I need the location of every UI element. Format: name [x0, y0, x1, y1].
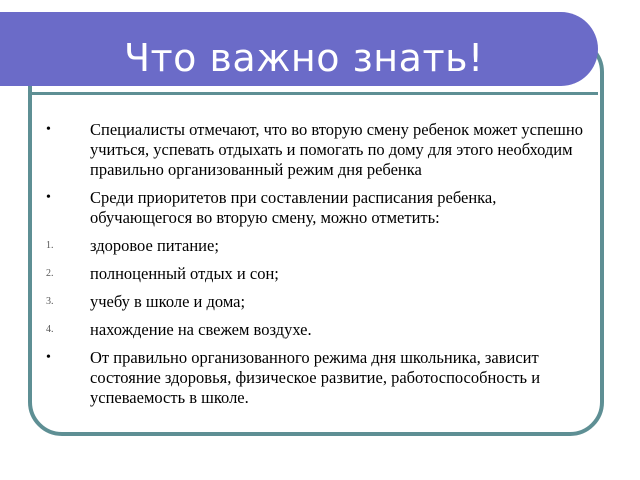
- list-item-text: Специалисты отмечают, что во вторую смену ребенок может успешно учиться, успевать отдыхать и помогать по дому для этого необходим правильно организованный режим дня ребенка: [90, 120, 583, 179]
- bullet-marker: •: [46, 190, 51, 205]
- numbered-item-2: [44, 264, 584, 284]
- slide-content: [44, 120, 584, 416]
- list-item-text: учебу в школе и дома;: [90, 292, 246, 311]
- list-item-3: [44, 348, 584, 408]
- number-marker: 2.: [46, 268, 54, 279]
- bullet-marker: •: [46, 122, 51, 137]
- title-divider: [28, 92, 598, 95]
- numbered-item-1: [44, 236, 584, 256]
- list-item-text: полноценный отдых и сон;: [90, 264, 279, 283]
- title-banner: [0, 12, 598, 86]
- list-item-1: [44, 120, 584, 180]
- bullet-marker: •: [46, 350, 51, 365]
- number-marker: 1.: [46, 240, 54, 251]
- list-item-2: [44, 188, 584, 228]
- list-item-text: От правильно организованного режима дня школьника, зависит состояние здоровья, физическое развитие, работоспособность и успеваемость в школе.: [90, 348, 541, 407]
- list-item-text: нахождение на свежем воздухе.: [90, 320, 312, 339]
- number-marker: 4.: [46, 324, 54, 335]
- slide-title: Что важно знать!: [124, 36, 484, 80]
- list-item-text: Среди приоритетов при составлении расписания ребенка, обучающегося во вторую смену, можно отметить:: [90, 188, 497, 227]
- number-marker: 3.: [46, 296, 54, 307]
- list-item-text: здоровое питание;: [90, 236, 219, 255]
- numbered-item-4: [44, 320, 584, 340]
- numbered-item-3: [44, 292, 584, 312]
